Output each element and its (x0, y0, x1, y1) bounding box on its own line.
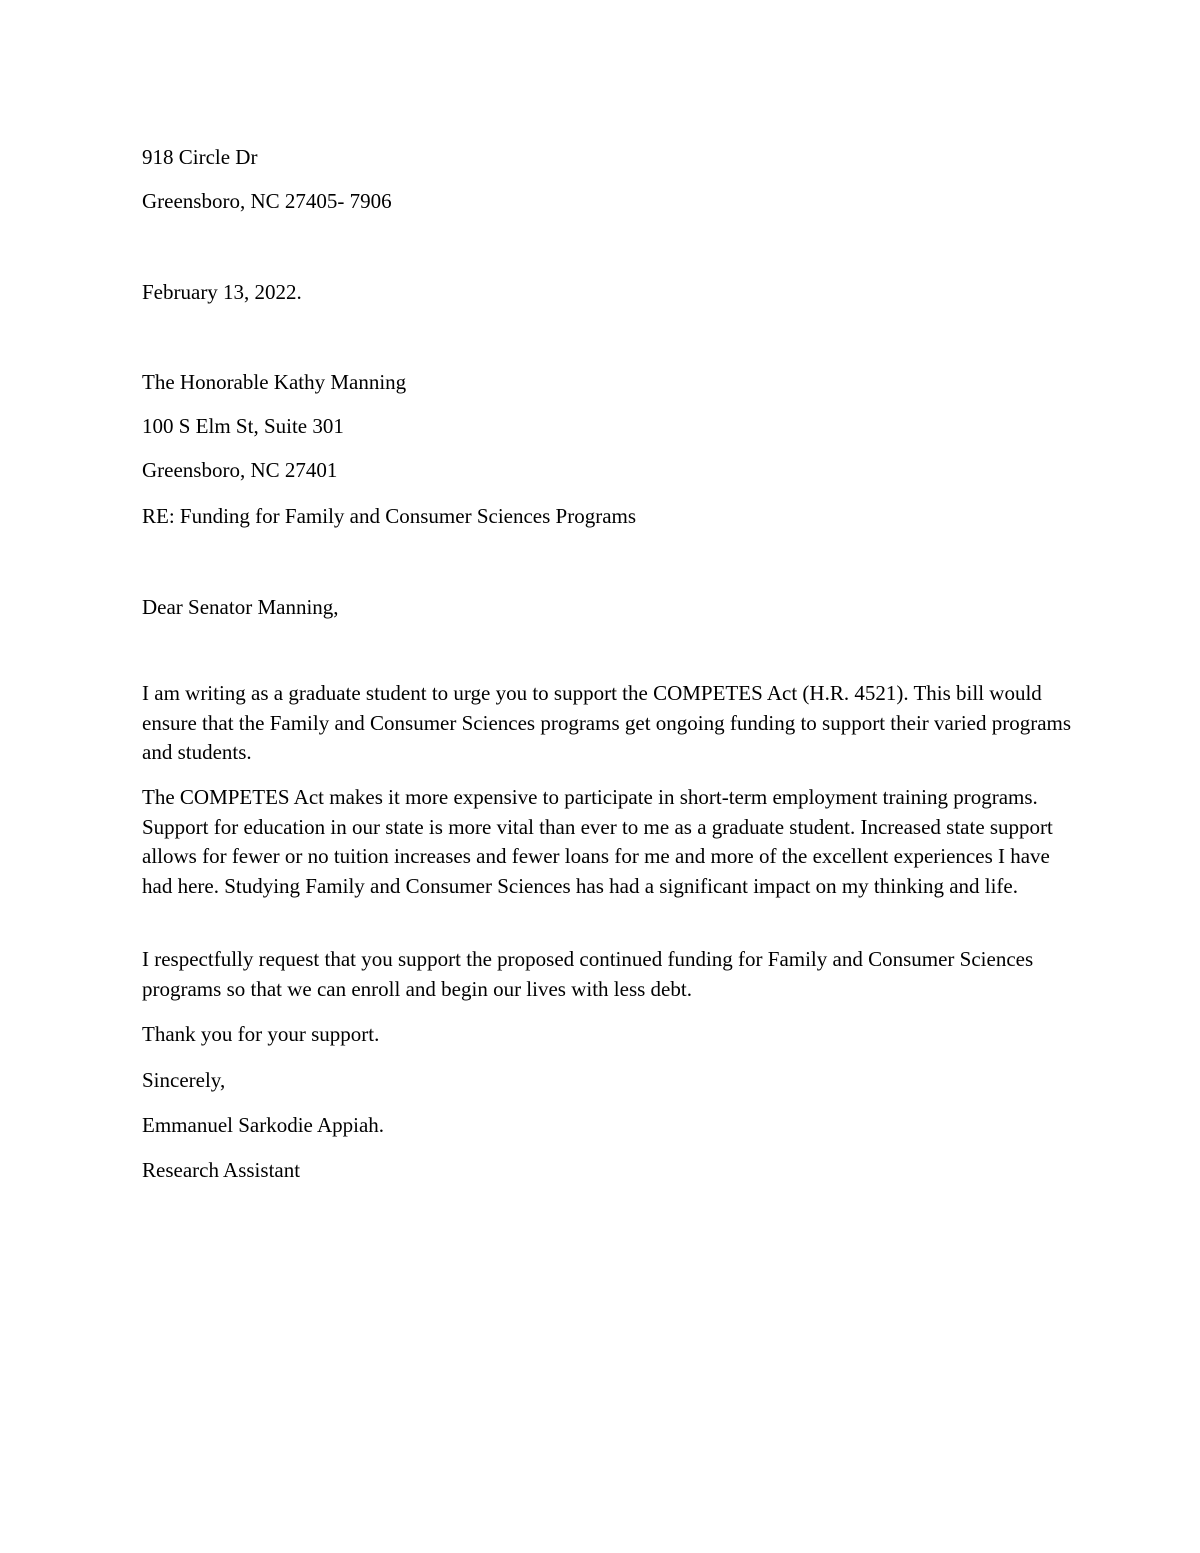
closing: Sincerely, (142, 1068, 226, 1092)
signature-name: Emmanuel Sarkodie Appiah. (142, 1113, 385, 1137)
signature-title: Research Assistant (142, 1158, 301, 1182)
recipient-street: 100 S Elm St, Suite 301 (142, 414, 344, 438)
body-paragraph-2: The COMPETES Act makes it more expensive to participate in short-term employment training programs. Support for education in our state is more vital than ever to me as a graduate student. Increased state support allows for fewer or no tuition increases and fewer loans for me and more of the excellent experiences I have had here. Studying Family and Consumer Sciences has had a significant impact on my thinking and life. (142, 785, 1053, 898)
body-paragraph-1: I am writing as a graduate student to urge you to support the COMPETES Act (H.R. 4521). This bill would ensure that the Family and Consumer Sciences programs get ongoing funding to support their varied programs and students. (142, 681, 1072, 764)
recipient-name: The Honorable Kathy Manning (142, 370, 407, 394)
recipient-city-state-zip: Greensboro, NC 27401 (142, 458, 338, 482)
subject-line: RE: Funding for Family and Consumer Sciences Programs (142, 504, 637, 528)
letter-date: February 13, 2022. (142, 280, 302, 304)
salutation: Dear Senator Manning, (142, 595, 339, 619)
sender-city-state-zip: Greensboro, NC 27405- 7906 (142, 189, 392, 213)
body-paragraph-3: I respectfully request that you support the proposed continued funding for Family and Consumer Sciences programs so that we can enroll and begin our lives with less debt. (142, 947, 1034, 1001)
sender-street: 918 Circle Dr (142, 145, 258, 169)
thanks-line: Thank you for your support. (142, 1022, 380, 1046)
